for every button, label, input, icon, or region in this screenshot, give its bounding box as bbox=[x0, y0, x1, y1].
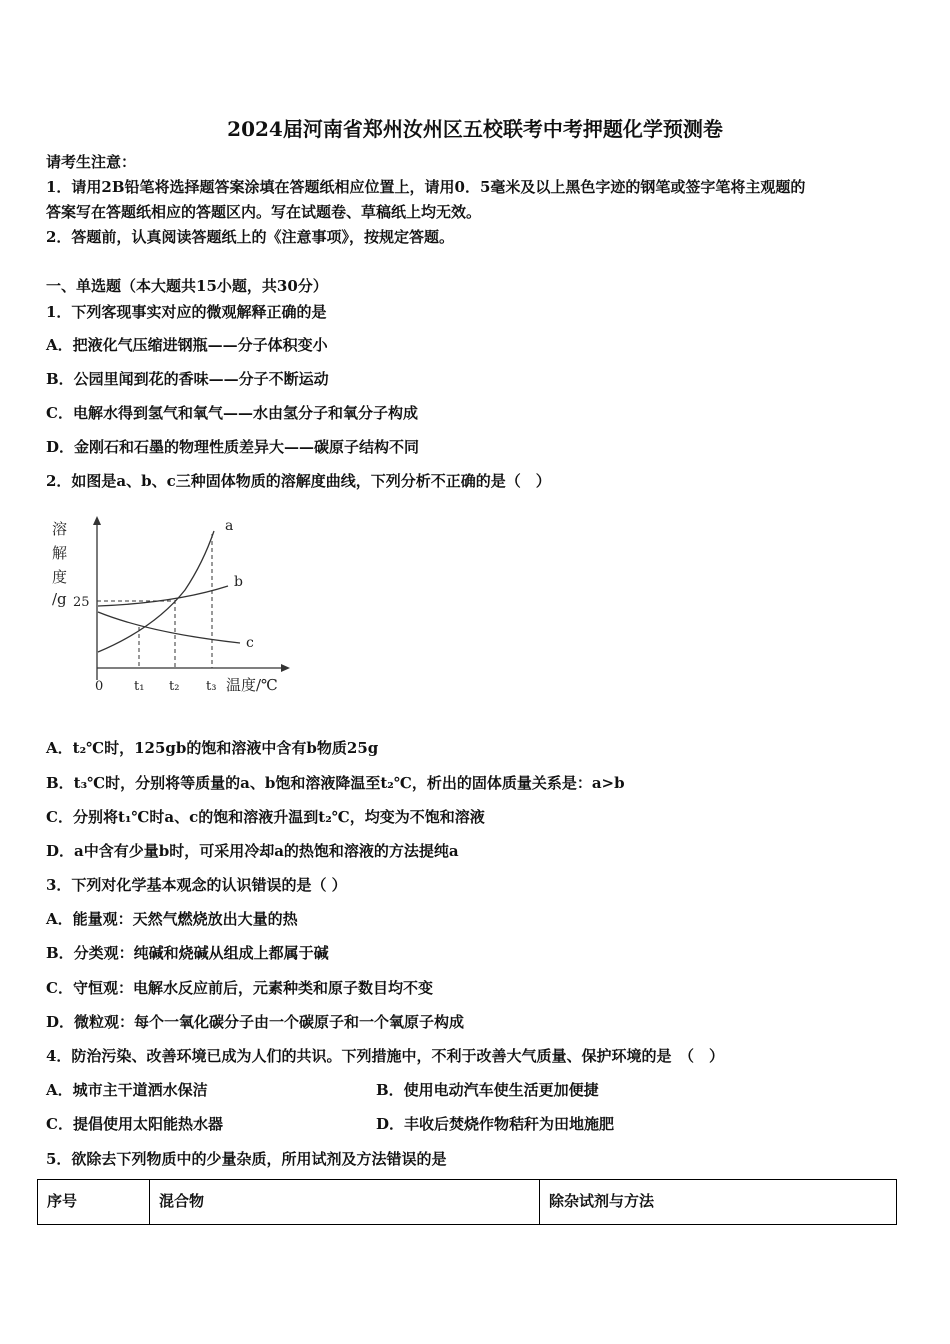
q2-option-a: A．t₂℃时，125gb的饱和溶液中含有b物质25g bbox=[46, 739, 379, 757]
table-header-row bbox=[38, 1180, 897, 1225]
y-label-1: 溶 bbox=[52, 520, 68, 538]
notice-line-1b: 答案写在答题纸相应的答题区内。写在试题卷、草稿纸上均无效。 bbox=[46, 203, 482, 221]
q1-option-c: C．电解水得到氢气和氧气——水由氢分子和氧分子构成 bbox=[46, 404, 418, 422]
q1-option-b: B．公园里闻到花的香味——分子不断运动 bbox=[46, 370, 329, 388]
y-tick-25: 25 bbox=[73, 595, 90, 610]
notice-line-1a: 1．请用2B铅笔将选择题答案涂填在答题纸相应位置上，请用0．5毫米及以上黑色字迹的钢笔或签字笔将主观题的 bbox=[46, 178, 806, 196]
curve-c bbox=[98, 612, 240, 643]
y-label-4: /g bbox=[52, 590, 67, 608]
y-label-3: 度 bbox=[52, 568, 68, 586]
curve-label-c: c bbox=[246, 635, 254, 651]
q3-option-c: C．守恒观：电解水反应前后，元素种类和原子数目均不变 bbox=[46, 979, 433, 997]
curve-label-a: a bbox=[225, 518, 234, 534]
x-axis-arrow bbox=[281, 664, 290, 672]
q3-option-a: A．能量观：天然气燃烧放出大量的热 bbox=[46, 910, 298, 928]
q4-option-c: C．提倡使用太阳能热水器 bbox=[46, 1115, 223, 1133]
solubility-chart bbox=[40, 508, 300, 708]
page-title: 2024届河南省郑州汝州区五校联考中考押题化学预测卷 bbox=[227, 117, 723, 141]
x-tick-t1: t₁ bbox=[134, 679, 145, 694]
q5-table bbox=[37, 1179, 897, 1225]
header-cell-mixture: 混合物 bbox=[150, 1180, 540, 1225]
x-axis-label: 温度/℃ bbox=[226, 676, 278, 694]
notice-heading: 请考生注意： bbox=[46, 153, 137, 171]
q1-option-d: D．金刚石和石墨的物理性质差异大——碳原子结构不同 bbox=[46, 438, 420, 456]
q2-option-d: D．a中含有少量b时，可采用冷却a的热饱和溶液的方法提纯a bbox=[46, 842, 459, 860]
q5-stem: 5．欲除去下列物质中的少量杂质，所用试剂及方法错误的是 bbox=[46, 1150, 447, 1168]
q3-option-d: D．微粒观：每个一氧化碳分子由一个碳原子和一个氧原子构成 bbox=[46, 1013, 465, 1031]
header-cell-method: 除杂试剂与方法 bbox=[540, 1180, 897, 1225]
q1-option-a: A．把液化气压缩进钢瓶——分子体积变小 bbox=[46, 336, 328, 354]
x-tick-t2: t₂ bbox=[169, 679, 180, 694]
q4-option-a: A．城市主干道洒水保洁 bbox=[46, 1081, 208, 1099]
q1-stem: 1．下列客现事实对应的微观解释正确的是 bbox=[46, 303, 327, 321]
q3-option-b: B．分类观：纯碱和烧碱从组成上都属于碱 bbox=[46, 944, 329, 962]
x-tick-0: 0 bbox=[95, 679, 104, 694]
q4-stem: 4．防治污染、改善环境已成为人们的共识。下列措施中，不利于改善大气质量、保护环境的是 （ ） bbox=[46, 1047, 724, 1065]
notice-line-2: 2．答题前，认真阅读答题纸上的《注意事项》，按规定答题。 bbox=[46, 228, 454, 246]
q2-stem: 2．如图是a、b、c三种固体物质的溶解度曲线，下列分析不正确的是（ ） bbox=[46, 472, 551, 490]
curve-a bbox=[98, 531, 214, 652]
q4-option-d: D．丰收后焚烧作物秸秆为田地施肥 bbox=[376, 1115, 615, 1133]
y-axis-arrow bbox=[93, 516, 101, 525]
q3-stem: 3．下列对化学基本观念的认识错误的是（ ） bbox=[46, 876, 347, 894]
section-heading: 一、单选题（本大题共15小题，共30分） bbox=[46, 277, 328, 295]
x-tick-t3: t₃ bbox=[206, 679, 217, 694]
q2-option-c: C．分别将t₁℃时a、c的饱和溶液升温到t₂℃，均变为不饱和溶液 bbox=[46, 808, 485, 826]
curve-b bbox=[98, 586, 228, 606]
curve-label-b: b bbox=[234, 574, 243, 590]
q2-option-b: B．t₃℃时，分别将等质量的a、b饱和溶液降温至t₂℃，析出的固体质量关系是：a>b bbox=[46, 774, 625, 792]
q4-option-b: B．使用电动汽车使生活更加便捷 bbox=[376, 1081, 599, 1099]
header-cell-index: 序号 bbox=[38, 1180, 150, 1225]
y-label-2: 解 bbox=[52, 544, 68, 562]
